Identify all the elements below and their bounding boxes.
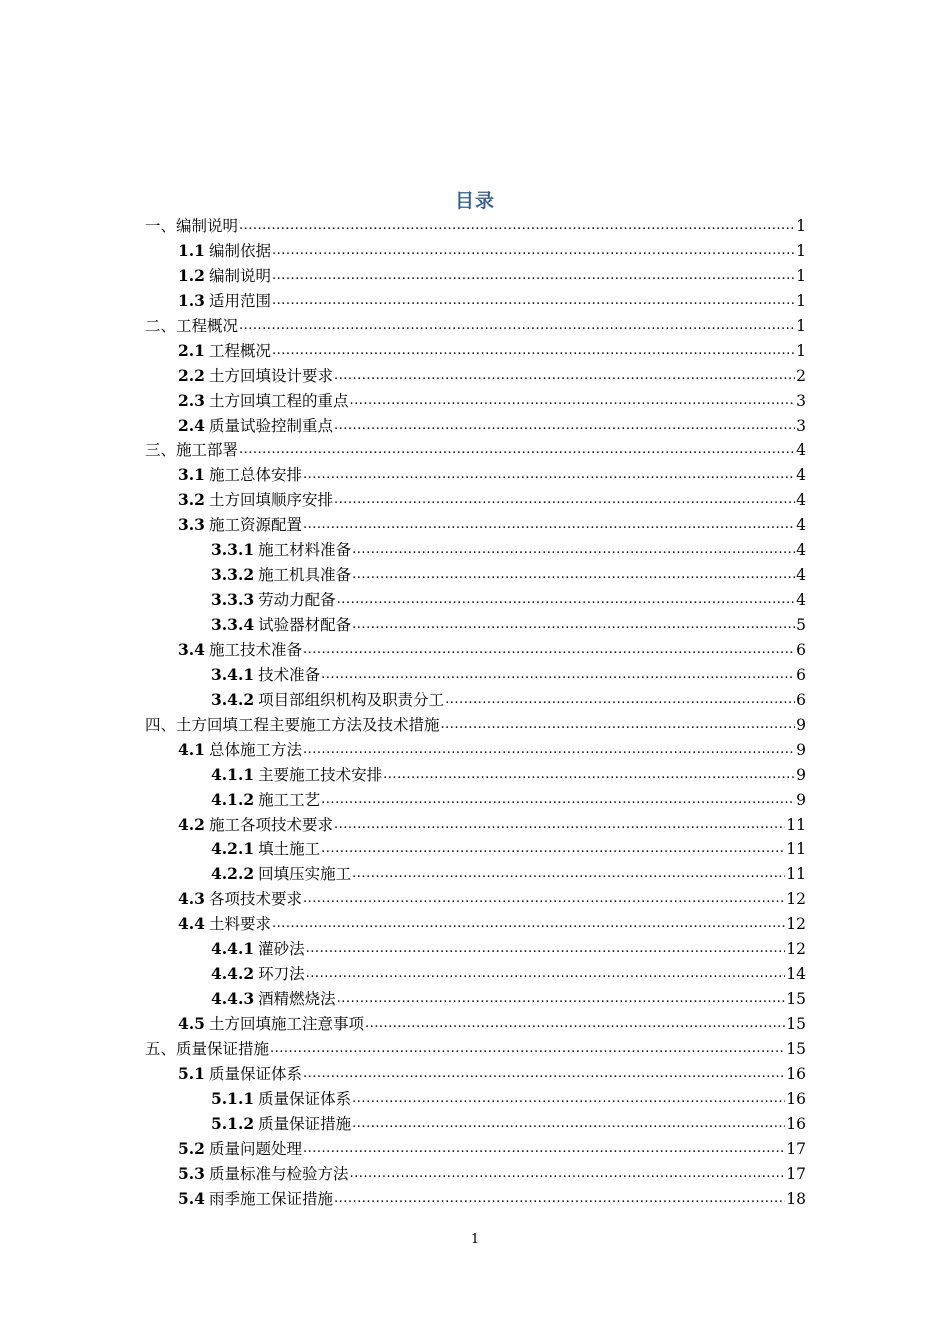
toc-entry-label: 回填压实施工 <box>258 865 352 884</box>
toc-entry-page: 1 <box>796 241 806 260</box>
toc-entry[interactable] <box>145 613 806 638</box>
toc-entry-label: 施工各项技术要求 <box>208 815 333 834</box>
toc-entry[interactable] <box>145 563 806 588</box>
toc-entry-number: 2.2 <box>178 365 205 385</box>
toc-entry-number: 4.4.1 <box>211 939 255 959</box>
toc-entry[interactable] <box>145 1062 806 1087</box>
toc-entry-label: 土方回填设计要求 <box>208 366 333 385</box>
toc-entry-number: 5.3 <box>178 1163 205 1183</box>
toc-entry-label: 编制依据 <box>208 241 271 260</box>
toc-entry[interactable] <box>145 987 806 1012</box>
toc-entry-page: 15 <box>786 1015 806 1033</box>
toc-entry-page: 12 <box>786 890 806 909</box>
toc-entry-label: 土方回填顺序安排 <box>208 491 333 510</box>
toc-entry[interactable] <box>145 339 806 364</box>
toc-entry-page: 11 <box>786 865 806 884</box>
toc-dot-leader <box>272 239 795 264</box>
toc-dot-leader <box>352 613 795 638</box>
toc-entry-number: 5.1 <box>178 1063 205 1083</box>
toc-entry-label: 施工工艺 <box>258 790 321 809</box>
toc-entry[interactable] <box>145 713 806 738</box>
toc-entry-label: 劳动力配备 <box>258 591 336 610</box>
toc-entry-label: 土方回填施工注意事项 <box>208 1015 364 1033</box>
toc-entry-label: 质量试验控制重点 <box>208 416 333 435</box>
toc-entry-number: 4.5 <box>178 1014 205 1033</box>
toc-dot-leader <box>334 364 795 389</box>
table-of-contents <box>145 214 806 1212</box>
toc-entry-label: 项目部组织机构及职责分工 <box>258 690 445 709</box>
toc-entry[interactable] <box>145 463 806 488</box>
toc-entry-number: 1.3 <box>178 290 205 310</box>
toc-entry-number: 5.4 <box>178 1188 205 1208</box>
toc-entry[interactable] <box>145 1037 806 1062</box>
toc-entry-number: 3.1 <box>178 465 205 485</box>
toc-entry-page: 5 <box>796 616 806 634</box>
toc-entry-label: 环刀法 <box>258 965 305 984</box>
toc-dot-leader <box>352 1112 785 1137</box>
toc-dot-leader <box>349 1162 785 1187</box>
toc-dot-leader <box>441 713 796 738</box>
toc-entry-label: 酒精燃烧法 <box>258 990 336 1009</box>
toc-entry-number: 3.4 <box>178 639 205 659</box>
toc-entry-page: 18 <box>786 1189 806 1208</box>
toc-entry-number: 3.4.2 <box>211 689 255 709</box>
toc-entry[interactable] <box>145 1187 806 1212</box>
toc-entry-label: 质量保证体系 <box>208 1064 302 1083</box>
toc-entry-number: 5.1.1 <box>211 1088 255 1108</box>
toc-entry-page: 9 <box>796 740 806 759</box>
toc-entry[interactable] <box>145 738 806 763</box>
toc-dot-leader <box>334 1187 785 1212</box>
toc-entry-label: 质量保证体系 <box>258 1089 352 1108</box>
toc-dot-leader <box>337 987 786 1012</box>
toc-entry-page: 15 <box>786 990 806 1009</box>
toc-entry[interactable] <box>145 788 806 813</box>
toc-entry[interactable] <box>145 1112 806 1137</box>
toc-entry-number: 2.3 <box>178 390 205 410</box>
toc-dot-leader <box>321 788 795 813</box>
toc-dot-leader <box>239 314 795 339</box>
toc-entry-page: 16 <box>786 1064 806 1083</box>
toc-entry-number: 3.3.1 <box>211 540 255 560</box>
toc-entry-page: 4 <box>796 441 806 460</box>
toc-entry[interactable] <box>145 813 806 838</box>
toc-entry-label: 质量问题处理 <box>208 1139 302 1158</box>
toc-dot-leader <box>239 214 795 239</box>
toc-entry-page: 11 <box>786 840 806 859</box>
toc-dot-leader <box>352 1087 785 1112</box>
toc-dot-leader <box>303 463 795 488</box>
toc-dot-leader <box>352 538 795 563</box>
toc-entry-label: 各项技术要求 <box>208 890 302 909</box>
toc-entry-label: 土料要求 <box>208 915 271 934</box>
toc-entry[interactable] <box>145 289 806 314</box>
toc-entry-page: 12 <box>786 915 806 934</box>
toc-entry-page: 1 <box>796 217 806 235</box>
toc-entry-label: 雨季施工保证措施 <box>208 1189 333 1208</box>
toc-entry-number: 1.2 <box>178 265 205 285</box>
toc-entry[interactable] <box>145 912 806 937</box>
toc-dot-leader <box>352 862 785 887</box>
toc-entry[interactable] <box>145 862 806 887</box>
toc-entry[interactable] <box>145 1012 806 1037</box>
toc-entry-number: 3.3.2 <box>211 565 255 585</box>
toc-entry[interactable] <box>145 638 806 663</box>
toc-dot-leader <box>334 488 795 513</box>
toc-entry-label: 质量标准与检验方法 <box>208 1164 349 1183</box>
toc-entry-page: 4 <box>796 566 806 585</box>
toc-entry[interactable] <box>145 937 806 962</box>
toc-entry-label: 施工技术准备 <box>208 640 302 659</box>
toc-entry-label: 质量保证措施 <box>258 1114 352 1133</box>
toc-entry-page: 2 <box>796 366 806 385</box>
toc-entry-label: 四、土方回填工程主要施工方法及技术措施 <box>145 715 440 734</box>
toc-entry-label: 工程概况 <box>208 341 271 360</box>
toc-dot-leader <box>272 339 795 364</box>
toc-entry-number: 3.2 <box>178 490 205 510</box>
toc-entry-page: 11 <box>786 815 806 834</box>
toc-entry-number: 1.1 <box>178 240 205 260</box>
page-number: 1 <box>470 1232 480 1247</box>
toc-entry-label: 填土施工 <box>258 840 321 859</box>
toc-dot-leader <box>303 513 795 538</box>
toc-entry-number: 4.2.1 <box>211 839 255 859</box>
toc-dot-leader <box>270 1037 785 1062</box>
toc-entry-label: 总体施工方法 <box>208 740 302 759</box>
toc-entry-page: 17 <box>786 1164 806 1183</box>
toc-entry-number: 4.4.2 <box>211 964 255 984</box>
toc-dot-leader <box>321 837 785 862</box>
toc-entry-number: 4.4 <box>178 914 205 934</box>
toc-entry[interactable] <box>145 588 806 613</box>
toc-entry-page: 1 <box>796 266 806 285</box>
toc-entry-page: 4 <box>796 591 806 610</box>
toc-entry-page: 3 <box>796 416 806 435</box>
toc-entry[interactable] <box>145 763 806 788</box>
toc-entry[interactable] <box>145 1137 806 1162</box>
toc-entry-page: 12 <box>786 940 806 959</box>
toc-entry-number: 4.1 <box>178 739 205 759</box>
toc-entry-label: 土方回填工程的重点 <box>208 391 349 410</box>
toc-dot-leader <box>306 937 786 962</box>
toc-entry-page: 15 <box>786 1039 806 1058</box>
toc-entry-page: 9 <box>796 715 806 734</box>
toc-entry[interactable] <box>145 688 806 713</box>
toc-entry-number: 3.3.4 <box>211 615 255 634</box>
toc-entry-number: 5.1.2 <box>211 1113 255 1133</box>
toc-entry-number: 2.1 <box>178 340 205 360</box>
toc-entry-number: 3.3.3 <box>211 590 255 610</box>
toc-entry-number: 4.2 <box>178 814 205 834</box>
toc-dot-leader <box>272 912 785 937</box>
toc-dot-leader <box>383 763 795 788</box>
toc-entry[interactable] <box>145 314 806 339</box>
toc-entry-page: 4 <box>796 491 806 510</box>
toc-entry-page: 16 <box>786 1089 806 1108</box>
toc-entry[interactable] <box>145 962 806 987</box>
toc-entry-label: 适用范围 <box>208 291 271 310</box>
toc-entry-number: 4.3 <box>178 889 205 909</box>
toc-entry[interactable] <box>145 1087 806 1112</box>
toc-entry-label: 施工总体安排 <box>208 466 302 485</box>
toc-entry[interactable] <box>145 214 806 239</box>
toc-dot-leader <box>352 563 795 588</box>
toc-entry-number: 4.2.2 <box>211 864 255 884</box>
toc-entry-number: 4.1.2 <box>211 789 255 809</box>
toc-entry-page: 9 <box>796 790 806 809</box>
toc-entry[interactable] <box>145 389 806 414</box>
toc-entry[interactable] <box>145 837 806 862</box>
toc-title: 目录 <box>454 190 495 212</box>
toc-entry-page: 14 <box>786 965 806 984</box>
toc-entry-number: 2.4 <box>178 415 205 435</box>
toc-entry-label: 一、编制说明 <box>145 217 239 235</box>
toc-entry-page: 9 <box>796 765 806 784</box>
toc-entry[interactable] <box>145 438 806 463</box>
toc-entry-page: 4 <box>796 541 806 560</box>
toc-dot-leader <box>303 738 795 763</box>
toc-dot-leader <box>349 389 795 414</box>
toc-entry[interactable] <box>145 239 806 264</box>
toc-dot-leader <box>337 588 795 613</box>
toc-dot-leader <box>303 638 795 663</box>
toc-entry-label: 三、施工部署 <box>145 441 239 460</box>
toc-entry[interactable] <box>145 414 806 439</box>
toc-entry-number: 3.3 <box>178 515 205 535</box>
toc-dot-leader <box>272 264 795 289</box>
toc-entry-label: 编制说明 <box>208 266 271 285</box>
toc-entry-label: 灌砂法 <box>258 940 305 959</box>
toc-entry[interactable] <box>145 264 806 289</box>
toc-dot-leader <box>303 887 785 912</box>
toc-dot-leader <box>334 813 785 838</box>
toc-entry[interactable] <box>145 887 806 912</box>
toc-entry-number: 3.4.1 <box>211 664 255 684</box>
toc-entry-label: 主要施工技术安排 <box>258 765 383 784</box>
toc-entry-page: 17 <box>786 1139 806 1158</box>
toc-entry-label: 二、工程概况 <box>145 316 239 335</box>
toc-entry-label: 施工机具准备 <box>258 566 352 585</box>
toc-entry-page: 3 <box>796 391 806 410</box>
toc-entry-page: 1 <box>796 291 806 310</box>
toc-entry[interactable] <box>145 1162 806 1187</box>
toc-entry-page: 6 <box>796 690 806 709</box>
toc-entry-label: 施工材料准备 <box>258 541 352 560</box>
toc-dot-leader <box>272 289 795 314</box>
toc-entry-page: 6 <box>796 665 806 684</box>
toc-entry-page: 4 <box>796 516 806 535</box>
toc-entry-label: 施工资源配置 <box>208 516 302 535</box>
toc-dot-leader <box>334 414 795 439</box>
toc-entry-label: 试验器材配备 <box>258 616 352 634</box>
toc-entry-page: 1 <box>796 316 806 335</box>
toc-dot-leader <box>303 1062 785 1087</box>
toc-entry[interactable] <box>145 538 806 563</box>
toc-entry-label: 技术准备 <box>258 665 321 684</box>
toc-entry-page: 16 <box>786 1114 806 1133</box>
toc-dot-leader <box>321 663 795 688</box>
toc-entry[interactable] <box>145 663 806 688</box>
toc-dot-leader <box>365 1012 785 1037</box>
toc-entry[interactable] <box>145 513 806 538</box>
toc-entry-page: 1 <box>796 341 806 360</box>
toc-entry[interactable] <box>145 488 806 513</box>
toc-dot-leader <box>445 688 795 713</box>
toc-entry-page: 6 <box>796 640 806 659</box>
toc-dot-leader <box>306 962 786 987</box>
toc-dot-leader <box>239 438 795 463</box>
toc-entry-label: 五、质量保证措施 <box>145 1039 270 1058</box>
toc-dot-leader <box>303 1137 785 1162</box>
toc-entry-page: 4 <box>796 466 806 485</box>
toc-entry-number: 5.2 <box>178 1138 205 1158</box>
toc-entry[interactable] <box>145 364 806 389</box>
toc-entry-number: 4.4.3 <box>211 989 255 1009</box>
toc-entry-number: 4.1.1 <box>211 764 255 784</box>
